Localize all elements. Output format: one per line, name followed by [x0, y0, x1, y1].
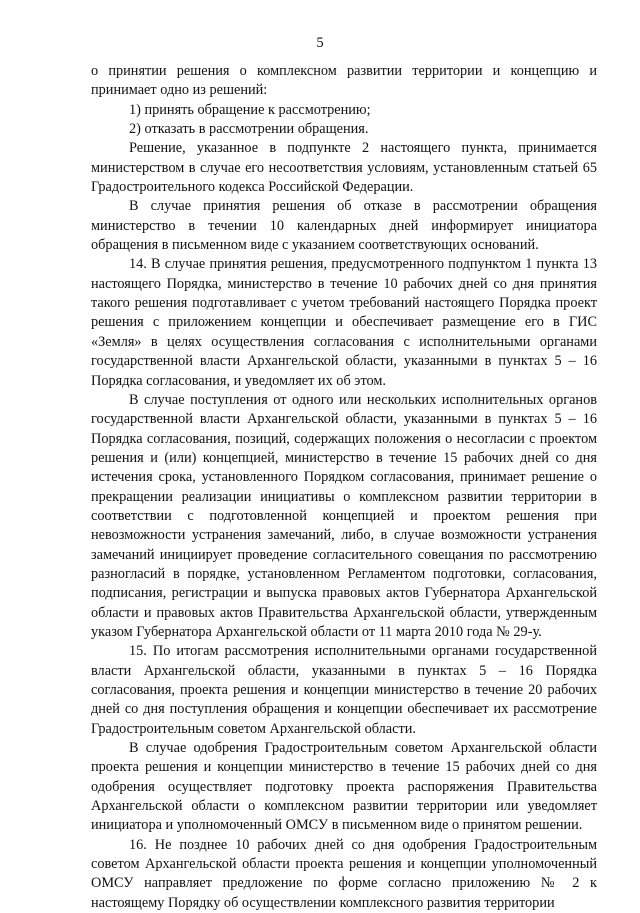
paragraph-clause-14: 14. В случае принятия решения, предусмотренного подпунктом 1 пункта 13 настоящего Порядка, министерство в течение 10 рабочих дней со дня принятия такого решения подготавливает с учетом требований настоящего Порядка проект решения с приложением концепции и обеспечивает размещение его в ГИС «Земля» в целях осуществления согласования с исполнительными органами государственной власти Архангельской области, указанными в пунктах 5 – 16 Порядка согласования, и уведомляет их об этом.: [91, 256, 597, 389]
paragraph-council-approval: В случае одобрения Градостроительным советом Архангельской области проекта решения и концепции министерство в течение 15 рабочих дней со дня одобрения осуществляет подготовку проекта распоряжения Правительства Архангельской области о комплексном развитии территории или уведомляет инициатора и уполномоченный ОМСУ в письменном виде о принятом решении.: [91, 740, 597, 834]
paragraph-continuation: о принятии решения о комплексном развитии территории и концепцию и принимает одно из решений:: [91, 63, 597, 99]
paragraph-clause-16: 16. Не позднее 10 рабочих дней со дня одобрения Градостроительным советом Архангельской области проекта решения и концепции уполномоченный ОМСУ направляет предложение по форме согласно приложению № 2 к настоящему Порядку об осуществлении комплексного развития территории: [91, 836, 597, 911]
paragraph-refusal-decision: Решение, указанное в подпункте 2 настоящего пункта, принимается министерством в случае его несоответствия условиям, установленным статьей 65 Градостроительного кодекса Российской Федерации.: [91, 140, 597, 196]
paragraph-disagreement: В случае поступления от одного или нескольких исполнительных органов государственной власти Архангельской области, указанными в пунктах 5 – 16 Порядка согласования, позиций, содержащих положения о несогласии с проектом решения и (или) концепцией, министерство в течение 15 рабочих дней со дня истечения срока, установленного Порядком согласования, принимает решение о прекращении реализации инициативы о комплексном развитии территории в соответствии с подготовленной концепцией и проектом решения при невозможности устранения замечаний, либо, в случае возможности устранения замечаний инициирует проведение согласительного совещания по рассмотрению разногласий в порядке, установленном Регламентом подготовки, согласования, подписания, регистрации и выпуска правовых актов Губернатора Архангельской области и правовых актов Правительства Архангельской области, утвержденным указом Губернатора Архангельской области от 11 марта 2010 года № 29-у.: [91, 391, 597, 640]
page-number: 5: [316, 35, 324, 51]
decision-option-1: 1) принять обращение к рассмотрению;: [129, 101, 371, 118]
paragraph-refusal-notification: В случае принятия решения об отказе в рассмотрении обращения министерство в течении 10 календарных дней информирует инициатора обращения в письменном виде с указанием соответствующих оснований.: [91, 198, 597, 254]
document-body: [91, 62, 597, 913]
paragraph-clause-15: 15. По итогам рассмотрения исполнительными органами государственной власти Архангельской области, указанными в пунктах 5 – 16 Порядка согласования, проекта решения и концепции министерство в течение 20 рабочих дней со дня поступления обращения и концепции обеспечивает их рассмотрение Градостроительным советом Архангельской области.: [91, 643, 597, 737]
decision-option-2: 2) отказать в рассмотрении обращения.: [129, 121, 369, 138]
